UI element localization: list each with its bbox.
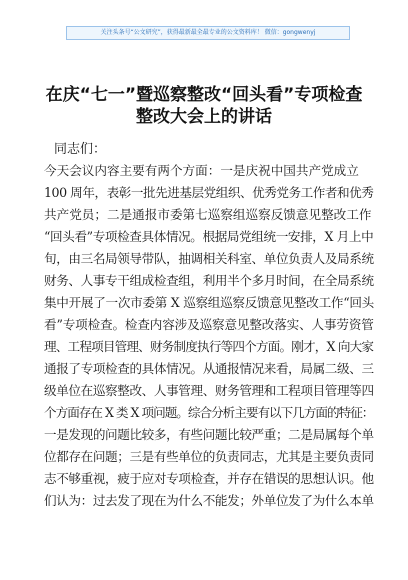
body-line: 志不够重视，疲于应对专项检查，并存在错误的思想认识。他 bbox=[44, 471, 374, 486]
body-line: 理、工程项目管理、财务制度执行等四个方面。刚才，X 向大家 bbox=[44, 339, 374, 354]
body-line: 100 周年，表彰一批先进基层党组织、优秀党务工作者和优秀 bbox=[44, 185, 374, 200]
body-line: 看”专项检查。检查内容涉及巡察意见整改落实、人事劳资管 bbox=[44, 317, 374, 332]
body-line: 旬，由三名局领导带队，抽调相关科室、单位负责人及局系统 bbox=[44, 251, 374, 266]
document-title-line-2: 整改大会上的讲话 bbox=[136, 107, 272, 127]
body-line: 位都存在问题；三是有些单位的负责同志，尤其是主要负责同 bbox=[44, 449, 374, 464]
body-line: 一是发现的问题比较多，有些问题比较严重；二是局属每个单 bbox=[44, 427, 374, 442]
body-line: 今天会议内容主要有两个方面：一是庆祝中国共产党成立 bbox=[44, 163, 359, 178]
body-line: 财务、人事专干组成检查组，利用半个多月时间，在全局系统 bbox=[44, 273, 374, 288]
salutation: 同志们： bbox=[54, 142, 107, 157]
body-line: 通报了专项检查的具体情况。从通报情况来看，局属二级、三 bbox=[44, 361, 374, 376]
document-title-line-1: 在庆“七一”暨巡察整改“回头看”专项检查 bbox=[45, 85, 363, 105]
body-line: 们认为：过去发了现在为什么不能发；外单位发了为什么本单 bbox=[44, 493, 374, 508]
body-line: 个方面存在 X 类 X 项问题。综合分析主要有以下几方面的特征： bbox=[44, 405, 374, 420]
promo-banner[interactable]: 关注头条号“公文研究”，获得最新最全最专业的公文资料库！ 微信：gongwenyj bbox=[66, 26, 350, 40]
speech-body bbox=[44, 160, 374, 512]
body-line: 共产党员；二是通报市委第七巡察组巡察反馈意见整改工作 bbox=[44, 207, 372, 222]
body-line: “回头看”专项检查具体情况。根据局党组统一安排，X 月上中 bbox=[44, 229, 374, 244]
body-line: 集中开展了一次市委第 X 巡察组巡察反馈意见整改工作“回头 bbox=[44, 295, 374, 310]
body-line: 级单位在巡察整改、人事管理、财务管理和工程项目管理等四 bbox=[44, 383, 374, 398]
